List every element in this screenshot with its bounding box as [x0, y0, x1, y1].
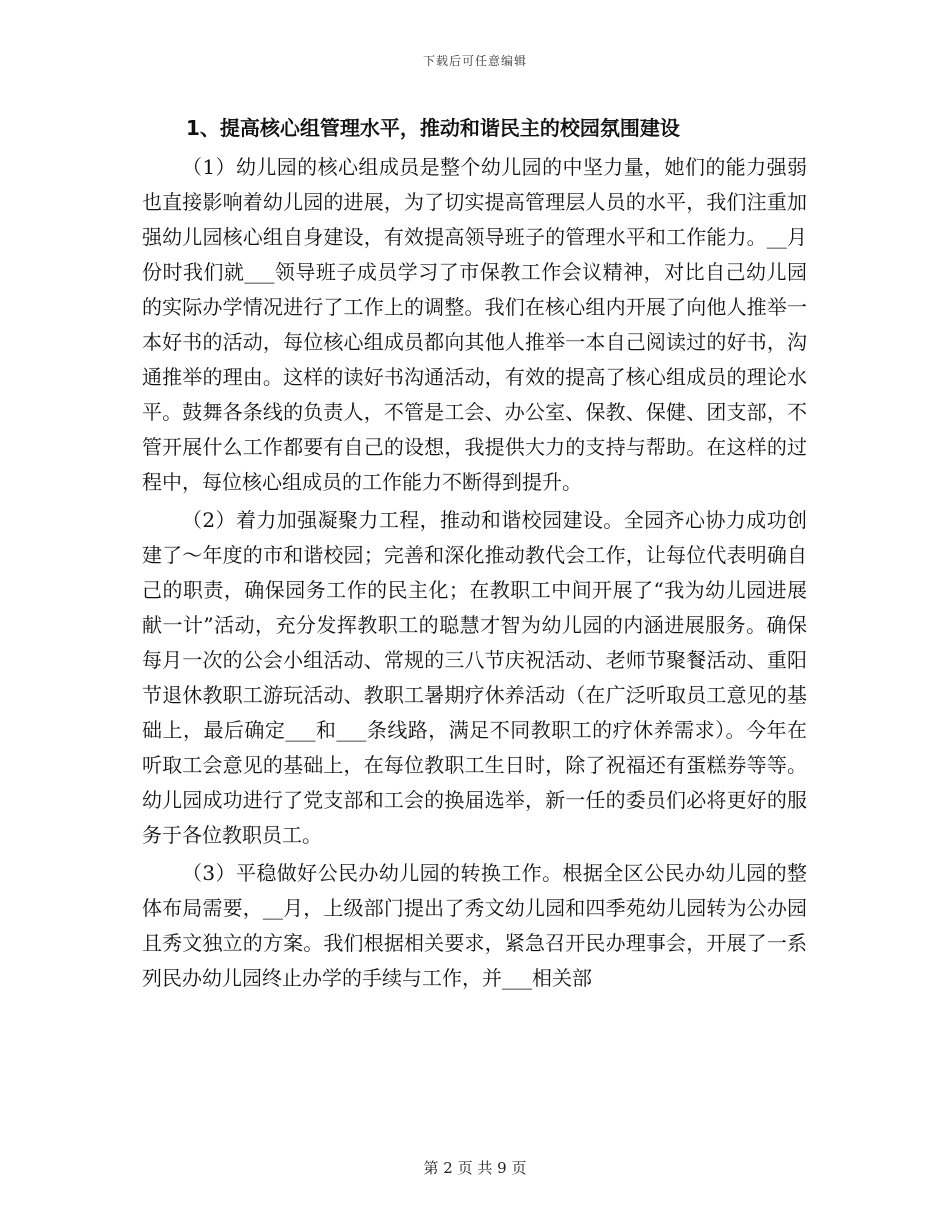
section-heading: 1、提高核心组管理水平，推动和谐民主的校园氛围建设	[186, 116, 680, 140]
paragraph-3: （3）平稳做好公民办幼儿园的转换工作。根据全区公民办幼儿园的整体布局需要，__月，上级部门提出了秀文幼儿园和四季苑幼儿园转为公办园且秀文独立的方案。我们根据相关要求，紧急召开民办理事会，开展了一系列民办幼儿园终止办学的手续与工作，并___相关部	[142, 861, 807, 990]
paragraph-1: （1）幼儿园的核心组成员是整个幼儿园的中坚力量，她们的能力强弱也直接影响着幼儿园的进展，为了切实提高管理层人员的水平，我们注重加强幼儿园核心组自身建设，有效提高领导班子的管理水平和工作能力。__月份时我们就___领导班子成员学习了市保教工作会议精神，对比自己幼儿园的实际办学情况进行了工作上的调整。我们在核心组内开展了向他人推举一本好书的活动，每位核心组成员都向其他人推举一本自己阅读过的好书，沟通推举的理由。这样的读好书沟通活动，有效的提高了核心组成员的理论水平。鼓舞各条线的负责人，不管是工会、办公室、保教、保健、团支部，不管开展什么工作都要有自己的设想，我提供大力的支持与帮助。在这样的过程中，每位核心组成员的工作能力不断得到提升。	[142, 155, 807, 494]
page-number: 第 2 页 共 9 页	[423, 1159, 527, 1177]
document-body	[142, 106, 807, 999]
page-header-note: 下载后可任意编辑	[422, 54, 527, 68]
paragraph-2: （2）着力加强凝聚力工程，推动和谐校园建设。全园齐心协力成功创建了～年度的市和谐校园；完善和深化推动教代会工作，让每位代表明确自己的职责，确保园务工作的民主化；在教职工中间开展了“我为幼儿园进展献一计”活动，充分发挥教职工的聪慧才智为幼儿园的内涵进展服务。确保每月一次的公会小组活动、常规的三八节庆祝活动、老师节聚餐活动、重阳节退休教职工游玩活动、教职工暑期疗休养活动（在广泛听取员工意见的基础上，最后确定___和___条线路，满足不同教职工的疗休养需求）。今年在听取工会意见的基础上，在每位教职工生日时，除了祝福还有蛋糕券等等。幼儿园成功进行了党支部和工会的换届选举，新一任的委员们必将更好的服务于各位教职员工。	[142, 508, 807, 847]
